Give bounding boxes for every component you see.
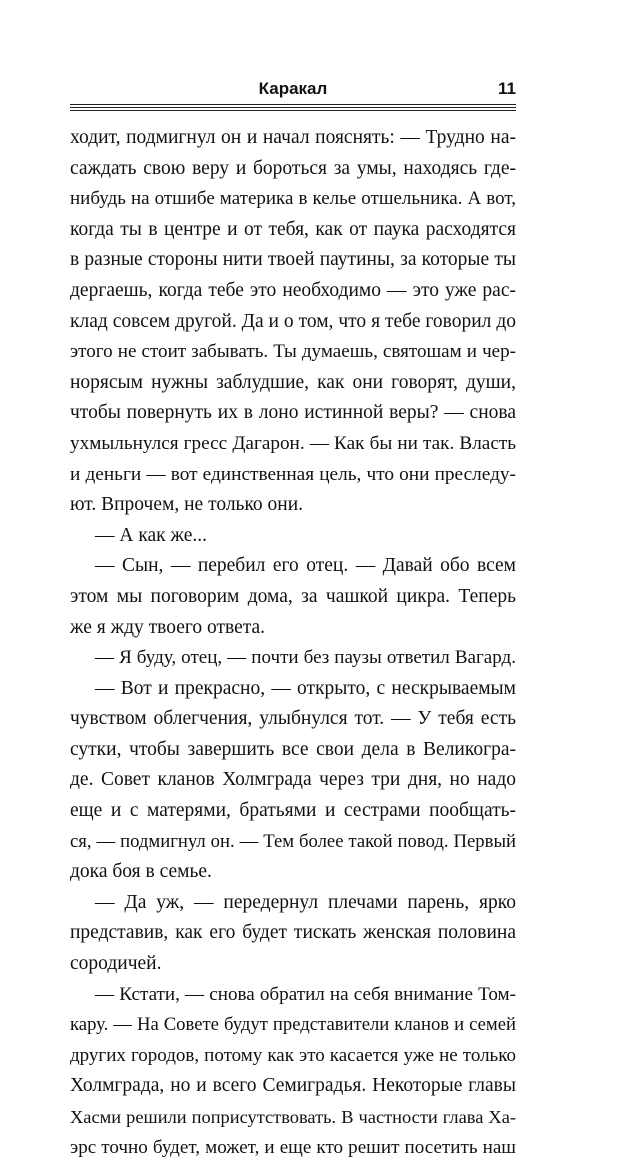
- text-line: ухмыльнулся гресс Дагарон. — Как бы ни так. Власть: [70, 432, 516, 454]
- text-line: еще и с матерями, братьями и сестрами пообщать-: [70, 800, 516, 822]
- running-header: [70, 77, 516, 101]
- text-line: представив, как его будет тискать женская половина: [70, 922, 516, 944]
- text-line: и деньги — вот единственная цель, что они преследу-: [70, 463, 516, 485]
- text-line: чувством облегчения, улыбнулся тот. — У тебя есть: [70, 708, 516, 730]
- text-line: норясым нужны заблудшие, как они говорят, души,: [70, 371, 516, 393]
- text-line: нибудь на отшибе материка в келье отшельника. А вот,: [70, 188, 516, 210]
- text-line: дергаешь, когда тебе это необходимо — это уже рас-: [70, 279, 516, 301]
- text-line: сутки, чтобы завершить все свои дела в Великогра-: [70, 738, 516, 760]
- text-line: — А как же...: [95, 524, 208, 546]
- text-line: кару. — На Совете будут представители кланов и семей: [70, 1014, 516, 1036]
- text-line: саждать свою веру и бороться за умы, находясь где-: [70, 157, 516, 179]
- text-line: дока боя в семье.: [70, 861, 212, 883]
- text-line: когда ты в центре и от тебя, как от паука расходятся: [70, 218, 516, 240]
- text-line: — Сын, — перебил его отец. — Давай обо всем: [95, 555, 516, 577]
- text-line: ся, — подмигнул он. — Тем более такой повод. Первый: [70, 830, 516, 852]
- text-line: других городов, потому как это касается уже не только: [70, 1044, 516, 1066]
- text-line: же я жду твоего ответа.: [70, 616, 266, 638]
- text-line: этого не стоит забывать. Ты думаешь, святошам и чер-: [70, 341, 516, 363]
- text-line: — Кстати, — снова обратил на себя внимание Том-: [95, 983, 516, 1005]
- header-rule-middle: [70, 107, 516, 108]
- header-rule-top: [70, 104, 516, 105]
- text-line: ют. Впрочем, не только они.: [70, 494, 304, 516]
- text-line: Холмграда, но и всего Семиградья. Некоторые главы: [70, 1075, 516, 1097]
- running-title: Каракал: [258, 79, 328, 98]
- text-line: сородичей.: [70, 953, 162, 975]
- text-line: в разные стороны нити твоей паутины, за которые ты: [70, 249, 516, 271]
- header-rule-bottom: [70, 110, 516, 111]
- text-line: — Да уж, — передернул плечами парень, ярко: [95, 891, 516, 913]
- text-line: эрс точно будет, может, и еще кто решит посетить наш: [70, 1136, 516, 1158]
- text-line: — Я буду, отец, — почти без паузы ответил Вагард.: [95, 647, 516, 669]
- body-text: [70, 123, 516, 1163]
- text-line: Хасми решили поприсутствовать. В частности глава Ха-: [70, 1107, 516, 1127]
- text-line: клад совсем другой. Да и о том, что я тебе говорил до: [70, 310, 516, 332]
- page-number: 11: [498, 79, 516, 98]
- text-line: чтобы повернуть их в лоно истинной веры? — снова: [70, 402, 516, 424]
- text-line: ходит, подмигнул он и начал пояснять: — Трудно на-: [70, 127, 516, 148]
- text-line: этом мы поговорим дома, за чашкой цикра. Теперь: [70, 585, 516, 607]
- text-line: де. Совет кланов Холмграда через три дня, но надо: [70, 769, 516, 791]
- text-line: — Вот и прекрасно, — открыто, с нескрываемым: [95, 677, 516, 699]
